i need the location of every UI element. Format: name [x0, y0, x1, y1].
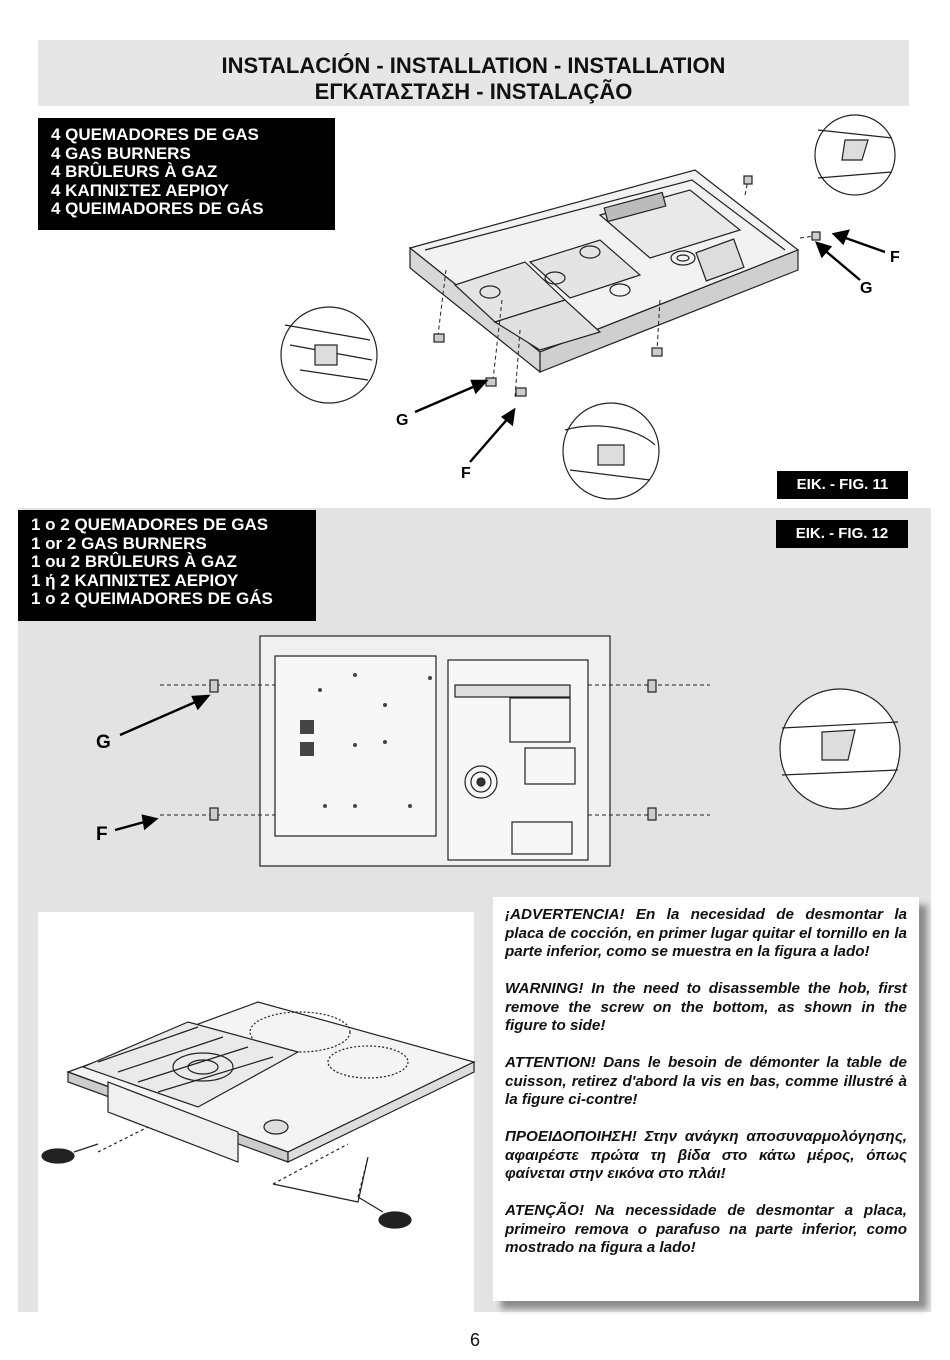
fig12-label: EIK. - FIG. 12: [776, 520, 908, 548]
section2-line: 1 or 2 GAS BURNERS: [31, 533, 207, 553]
title-line-1: INSTALACIÓN - INSTALLATION - INSTALLATION: [221, 53, 726, 78]
fig11-label: EIK. - FIG. 11: [777, 471, 908, 499]
section2-line: 1 ou 2 BRÛLEURS À GAZ: [31, 552, 237, 572]
fig12-callout-f: F: [96, 824, 108, 845]
hob-illustration-box: [38, 912, 474, 1312]
warning-es: ¡ADVERTENCIA! En la necesidad de desmontar la placa de cocción, en primer lugar quitar el tornillo en la parte inferior, como se muestra en la figura a lado!: [505, 906, 907, 960]
section1-line: 4 QUEMADORES DE GAS: [51, 125, 259, 144]
fig11-callout-f-lower: F: [461, 465, 471, 482]
section2-line: 1 o 2 QUEMADORES DE GAS: [31, 515, 269, 534]
warning-box: [493, 897, 919, 1301]
hob-screw-illustration: [38, 912, 474, 1312]
title-line-2: ΕΓΚΑΤΑΣΤΑΣΗ - INSTALAÇÃO: [314, 79, 633, 104]
fig11-callout-f: F: [890, 249, 900, 266]
section1-line: 4 ΚΑΠΝΙΣΤΕΣ ΑΕΡΙΟΥ: [51, 180, 229, 200]
section1-line: 4 GAS BURNERS: [51, 143, 191, 163]
section1-line: 4 QUEIMADORES DE GÁS: [51, 199, 264, 219]
section2-line: 1 o 2 QUEIMADORES DE GÁS: [31, 589, 273, 609]
warning-pt: ATENÇÃO! Na necessidade de desmontar a placa, primeiro remova o parafuso na parte inferior, como mostrado na figura a lado!: [505, 1202, 907, 1256]
warning-el: ΠΡΟΕΙΔΟΠΟΙΗΣΗ! Στην ανάγκη αποσυναρμολόγησης, αφαιρέστε πρώτα τη βίδα στο κάτω μέρος, όπως φαίνεται στην εικόνα στο πλάι!: [505, 1128, 907, 1182]
section1-line: 4 BRÛLEURS À GAZ: [51, 162, 218, 182]
fig11-callout-g: G: [860, 280, 873, 297]
section2-line: 1 ή 2 ΚΑΠΝΙΣΤΕΣ ΑΕΡΙΟΥ: [31, 570, 239, 590]
warning-fr: ATTENTION! Dans le besoin de démonter la table de cuisson, retirez d'abord la vis en bas, comme illustré à la figure ci-contre!: [505, 1054, 907, 1108]
fig11-callout-g-lower: G: [396, 412, 409, 429]
page-number: 6: [469, 1330, 480, 1350]
fig12-callout-g: G: [96, 732, 111, 753]
warning-en: WARNING! In the need to disassemble the hob, first remove the screw on the bottom, as shown in the figure to side!: [505, 980, 907, 1034]
